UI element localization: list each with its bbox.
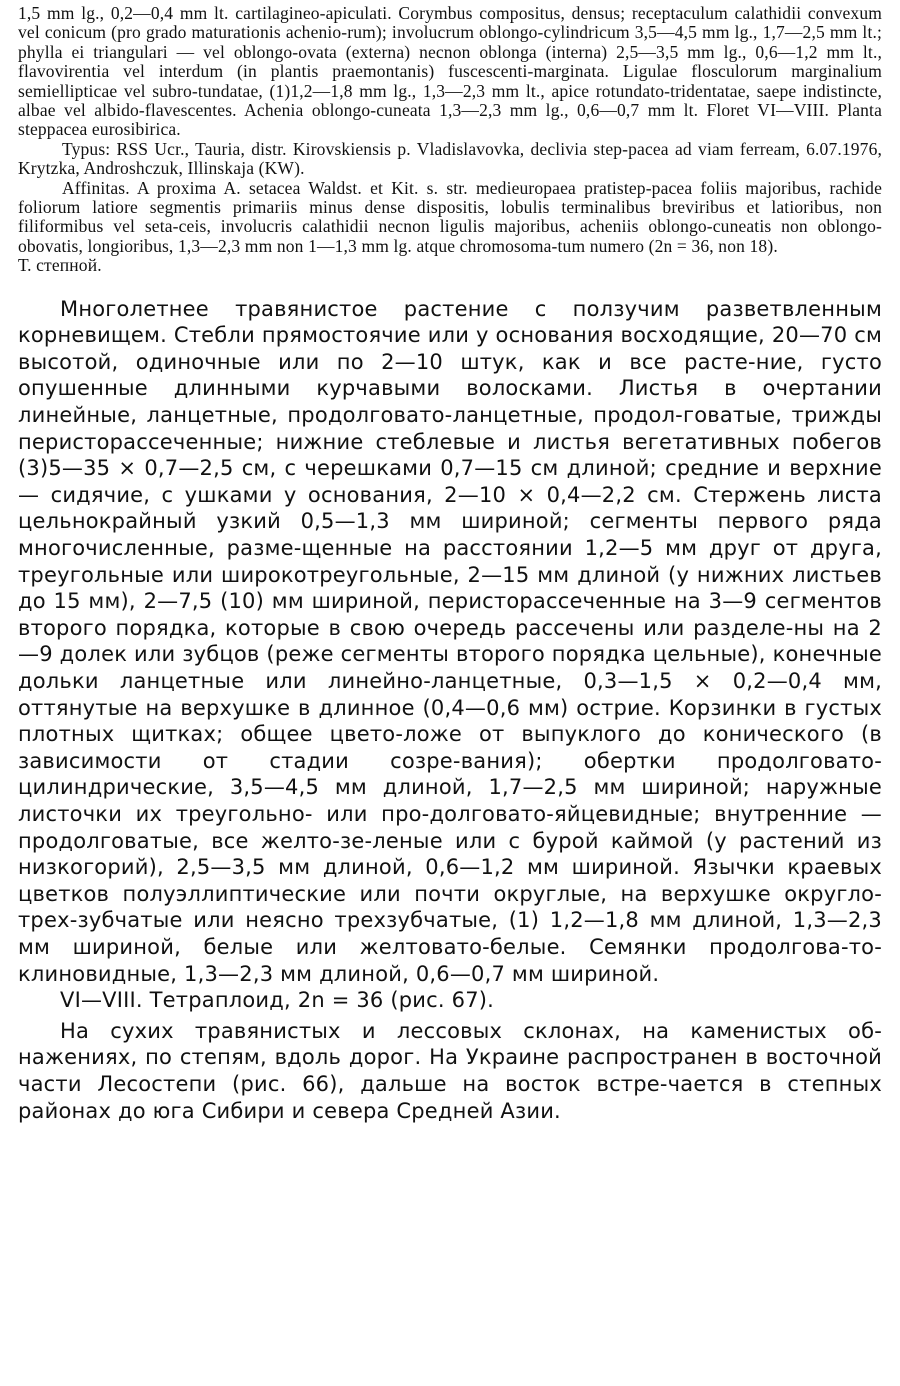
- flowering-paragraph: VI—VIII. Тетраплоид, 2n = 36 (рис. 67).: [60, 988, 495, 1013]
- common-name: Т. степной.: [18, 255, 102, 276]
- affinitas-paragraph: Affinitas. A proxima A. setacea Waldst. et Kit. s. str. medieuropaea pratistep-pacea foliis majoribus, rachide foliorum latiore segmentis primariis minus dense dispositis, lobulis terminalibus breviribus et latioribus, non filiformibus vel seta-ceis, involucris calathidii necnon ligulis majoribus, acheniis oblongo-cuneatis non oblongo-obovatis, longioribus, 1,3—2,3 mm non 1—1,3 mm lg. atque chromosoma-tum numero (2n = 36, non 18).: [18, 177, 882, 256]
- russian-description: [18, 296, 882, 1124]
- habitat-paragraph: На сухих травянистых и лессовых склонах, на каменистых об-нажениях, по степям, вдоль дорог. На Украине распространен в восточной части Лесостепи (рис. 66), дальше на восток встре-чается в степных районах до юга Сибири и севера Средней Азии.: [18, 1018, 882, 1123]
- morphology-paragraph: Многолетнее травянистое растение с ползучим разветвленным корневищем. Стебли прямостоячие или у основания восходящие, 20—70 см высотой, одиночные или по 2—10 штук, как и все расте-ние, густо опушенные длинными курчавыми волосками. Листья в очертании линейные, ланцетные, продолговато-ланцетные, продол-говатые, трижды перисторассеченные; нижние стеблевые и листья вегетативных побегов (3)5—35 × 0,7—2,5 см, с черешками 0,7—15 см длиной; средние и верхние — сидячие, с ушками у основания, 2—10 × 0,4—2,2 см. Стержень листа цельнокрайный узкий 0,5—1,3 мм шириной; сегменты первого ряда многочисленные, разме-щенные на расстоянии 1,2—5 мм друг от друга, треугольные или широкотреугольные, 2—15 мм длиной (у нижних листьев до 15 мм), 2—7,5 (10) мм шириной, перисторассеченные на 3—9 сегментов второго порядка, которые в свою очередь рассечены или разделе-ны на 2—9 долек или зубцов (реже сегменты второго порядка цельные), конечные дольки ланцетные или линейно-ланцетные, 0,3—1,5 × 0,2—0,4 мм, оттянутые на верхушке в длинное (0,4—0,6 мм) острие. Корзинки в густых плотных щитках; общее цвето-ложе от выпуклого до конического (в зависимости от стадии созре-вания); обертки продолговато-цилиндрические, 3,5—4,5 мм длиной, 1,7—2,5 мм шириной; наружные листочки их треугольно- или про-долговато-яйцевидные; внутренние — продолговатые, все желто-зе-леные или с бурой каймой (у растений из низкогорий), 2,5—3,5 мм длиной, 0,6—1,2 мм шириной. Язычки краевых цветков полуэллиптические или почти округлые, на верхушке округло-трех-зубчатые или неясно трехзубчатые, (1) 1,2—1,8 мм длиной, 1,3—2,3 мм шириной, белые или желтовато-белые. Семянки продолгова-то-клиновидные, 1,3—2,3 мм длиной, 0,6—0,7 мм шириной.: [18, 296, 882, 986]
- typus-paragraph: Typus: RSS Ucr., Tauria, distr. Kirovskiensis p. Vladislavovka, declivia step-pacea ad viam ferream, 6.07.1976, Krytzka, Androshczuk, Illinskaja (KW).: [18, 138, 882, 179]
- latin-diagnosis: [18, 4, 882, 276]
- latin-description: 1,5 mm lg., 0,2—0,4 mm lt. cartilagineo-apiculati. Corymbus compositus, densus; receptaculum calathidii convexum vel conicum (pro grado maturationis achenio-rum); involucrum oblongo-cylindricum 3,5—4,5 mm lg., 1,7—2,5 mm lt.; phylla ei triangulari — vel oblongo-ovata (externa) necnon oblonga (interna) 2,5—3,5 mm lg., 0,6—1,2 mm lt., flavovirentia vel interdum (in plantis praemontanis) fuscescenti-marginata. Ligulae flosculorum marginalium semiellipticae vel subro-tundatae, (1)1,2—1,8 mm lg., 1,3—2,3 mm lt., apice rotundato-tridentatae, saepe indistincte, albae vel albido-flavescentes. Achenia oblongo-cuneata 1,3—2,3 mm lg., 0,6—0,7 mm lt. Floret VI—VIII. Planta steppacea eurosibirica.: [18, 3, 882, 140]
